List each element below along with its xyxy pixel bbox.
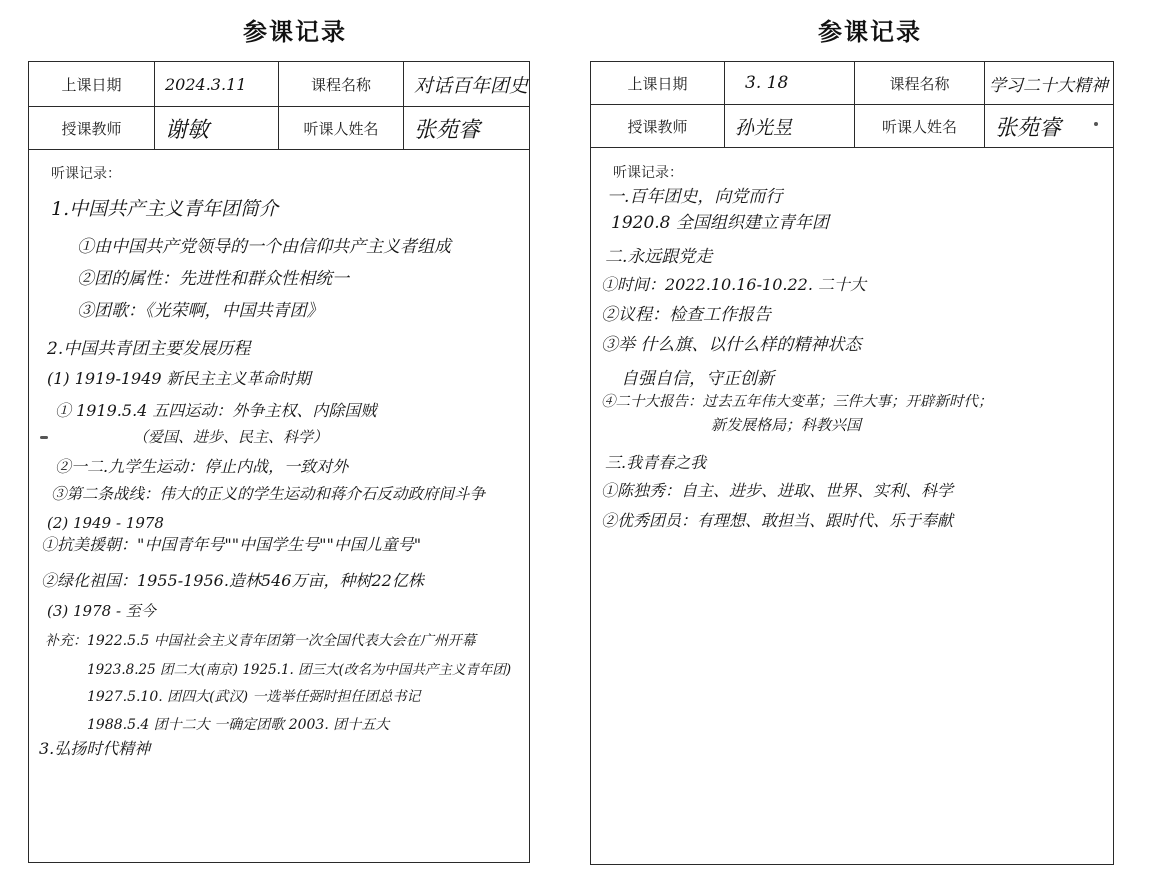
left-note-line: ① 1919.5.4 五四运动：外争主权、内除国贼 [55, 401, 377, 420]
right-teacher-label: 授课教师 [591, 105, 725, 147]
right-note-line: ①陈独秀：自主、进步、进取、世界、实利、科学 [601, 481, 954, 500]
left-course-value: 对话百年团史 [414, 74, 529, 97]
left-listener-value: 张苑睿 [414, 117, 481, 143]
right-note-line: 1920.8 全国组织建立青年团 [611, 213, 829, 233]
right-date-label: 上课日期 [591, 62, 725, 104]
left-note-line: ①抗美援朝："中国青年号""中国学生号""中国儿童号" [41, 535, 422, 554]
left-date-label: 上课日期 [29, 62, 155, 106]
right-note-line: ③举 什么旗、以什么样的精神状态 [601, 335, 862, 355]
scan-mark [1094, 122, 1098, 126]
right-notes-label: 听课记录： [613, 165, 683, 181]
right-note-line: 二.永远跟党走 [605, 247, 713, 267]
left-note-line: ②绿化祖国：1955-1956.造林546万亩，种树22亿株 [41, 571, 424, 590]
left-note-line: 补充：1922.5.5 中国社会主义青年团第一次全国代表大会在广州开幕 [45, 633, 476, 649]
right-note-line: ①时间：2022.10.16-10.22. 二十大 [601, 275, 866, 294]
left-note-line: (2) 1949 - 1978 [47, 514, 164, 532]
left-record-form [28, 61, 530, 863]
right-listener-label: 听课人姓名 [855, 105, 985, 147]
left-note-line: (1) 1919-1949 新民主主义革命时期 [47, 369, 311, 388]
left-note-line: （爱国、进步、民主、科学） [133, 428, 329, 446]
left-note-line: ①由中国共产党领导的一个由信仰共产主义者组成 [77, 237, 451, 257]
left-note-line: ③第二条战线：伟大的正义的学生运动和蒋介石反动政府间斗争 [51, 485, 486, 503]
left-header-row-1 [29, 62, 529, 107]
scan-mark [40, 436, 48, 439]
left-date-value: 2024.3.11 [155, 62, 279, 106]
right-record-form [590, 61, 1114, 865]
right-page-title: 参课记录 [818, 18, 922, 46]
right-header-row-2 [591, 105, 1113, 148]
right-header-row-1 [591, 62, 1113, 105]
right-listener-value: 张苑睿 [995, 115, 1062, 141]
left-listener-label: 听课人姓名 [279, 107, 404, 149]
left-page-title: 参课记录 [243, 18, 347, 46]
right-note-line: 一.百年团史，向党而行 [607, 187, 783, 207]
left-note-line: ③团歌：《光荣啊，中国共青团》 [77, 301, 324, 321]
left-course-label: 课程名称 [279, 62, 404, 106]
left-note-line: 1927.5.10. 团四大(武汉) 一选举任弼时担任团总书记 [87, 689, 421, 705]
left-teacher-label: 授课教师 [29, 107, 155, 149]
left-note-line: 2.中国共青团主要发展历程 [47, 339, 251, 359]
right-course-value: 学习二十大精神 [989, 75, 1108, 96]
left-note-line: (3) 1978 - 至今 [47, 602, 156, 620]
left-notes-label: 听课记录： [51, 166, 121, 182]
left-note-line: 1988.5.4 团十二大 一确定团歌 2003. 团十五大 [87, 717, 390, 733]
right-note-line: 三.我青春之我 [605, 453, 707, 472]
right-date-value: 3. 18 [725, 62, 855, 104]
right-note-line: ②议程：检查工作报告 [601, 305, 771, 325]
right-course-label: 课程名称 [855, 62, 985, 104]
left-teacher-value: 谢敏 [155, 107, 279, 149]
right-note-line: ④二十大报告：过去五年伟大变革；三件大事；开辟新时代； [601, 394, 993, 410]
left-note-line: 1.中国共产主义青年团简介 [51, 198, 279, 220]
left-note-line: ②团的属性：先进性和群众性相统一 [77, 269, 349, 289]
right-note-line: 新发展格局；科教兴国 [711, 416, 862, 434]
right-note-line: ②优秀团员：有理想、敢担当、跟时代、乐于奉献 [601, 511, 954, 530]
right-note-line: 自强自信，守正创新 [621, 369, 774, 389]
left-note-line: 3.弘扬时代精神 [39, 739, 151, 758]
left-header-row-2 [29, 107, 529, 150]
left-note-line: ②一二.九学生运动：停止内战，一致对外 [55, 457, 349, 476]
right-teacher-value: 孙光昱 [725, 105, 855, 147]
left-note-line: 1923.8.25 团二大(南京) 1925.1. 团三大(改名为中国共产主义青年团) [87, 662, 512, 678]
